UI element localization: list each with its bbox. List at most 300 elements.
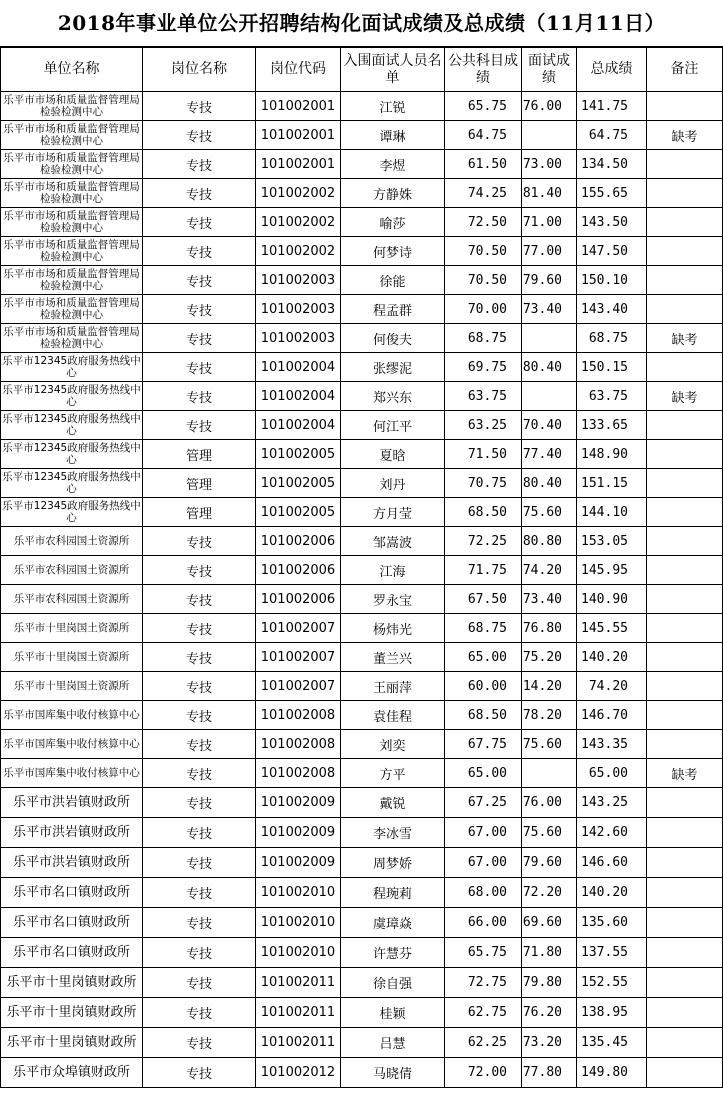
cell-name: 许慧芬	[341, 938, 445, 968]
cell-note	[647, 938, 723, 968]
cell-code: 101002007	[256, 643, 341, 672]
table-row	[1, 759, 723, 788]
cell-interview-score: 79.60	[522, 266, 577, 295]
cell-total: 140.90	[577, 585, 647, 614]
cell-unit: 乐平市市场和质量监督管理局检验检测中心	[1, 208, 143, 237]
cell-code: 101002004	[256, 382, 341, 411]
cell-total: 148.90	[577, 440, 647, 469]
cell-total: 150.10	[577, 266, 647, 295]
cell-public-score: 63.25	[445, 411, 522, 440]
cell-name: 杨炜光	[341, 614, 445, 643]
cell-interview-score: 80.40	[522, 469, 577, 498]
cell-note	[647, 411, 723, 440]
cell-total: 145.55	[577, 614, 647, 643]
cell-public-score: 67.00	[445, 848, 522, 878]
cell-interview-score: 81.40	[522, 179, 577, 208]
cell-total: 146.60	[577, 848, 647, 878]
cell-total: 145.95	[577, 556, 647, 585]
cell-interview-score: 73.00	[522, 150, 577, 179]
cell-code: 101002001	[256, 150, 341, 179]
cell-code: 101002008	[256, 759, 341, 788]
cell-public-score: 68.50	[445, 498, 522, 527]
cell-interview-score	[522, 759, 577, 788]
cell-note	[647, 556, 723, 585]
cell-total: 150.15	[577, 353, 647, 382]
cell-name: 李煜	[341, 150, 445, 179]
cell-unit: 乐平市十里岗镇财政所	[1, 998, 143, 1028]
cell-interview-score: 73.20	[522, 1028, 577, 1058]
cell-total: 153.05	[577, 527, 647, 556]
cell-unit: 乐平市市场和质量监督管理局检验检测中心	[1, 150, 143, 179]
cell-total: 135.45	[577, 1028, 647, 1058]
cell-code: 101002009	[256, 848, 341, 878]
cell-code: 101002002	[256, 237, 341, 266]
table-row	[1, 878, 723, 908]
table-row	[1, 788, 723, 818]
cell-note	[647, 968, 723, 998]
header-code: 岗位代码	[256, 48, 341, 92]
cell-public-score: 67.75	[445, 730, 522, 759]
cell-total: 65.00	[577, 759, 647, 788]
cell-total: 151.15	[577, 469, 647, 498]
cell-code: 101002004	[256, 353, 341, 382]
cell-unit: 乐平市名口镇财政所	[1, 938, 143, 968]
cell-name: 何梦诗	[341, 237, 445, 266]
cell-note	[647, 908, 723, 938]
cell-interview-score: 73.40	[522, 585, 577, 614]
cell-position: 专技	[143, 759, 256, 788]
cell-public-score: 61.50	[445, 150, 522, 179]
cell-unit: 乐平市市场和质量监督管理局检验检测中心	[1, 121, 143, 150]
header-interview-score: 面试成绩	[522, 48, 577, 92]
cell-interview-score: 78.20	[522, 701, 577, 730]
cell-interview-score: 70.40	[522, 411, 577, 440]
cell-unit: 乐平市农科园国土资源所	[1, 556, 143, 585]
cell-code: 101002005	[256, 440, 341, 469]
table-row	[1, 585, 723, 614]
cell-note	[647, 208, 723, 237]
cell-total: 141.75	[577, 92, 647, 121]
cell-position: 专技	[143, 998, 256, 1028]
cell-total: 143.40	[577, 295, 647, 324]
table-row	[1, 121, 723, 150]
cell-position: 专技	[143, 295, 256, 324]
cell-name: 喻莎	[341, 208, 445, 237]
cell-unit: 乐平市十里岗国土资源所	[1, 614, 143, 643]
table-row	[1, 266, 723, 295]
cell-position: 专技	[143, 92, 256, 121]
cell-code: 101002006	[256, 585, 341, 614]
cell-note	[647, 818, 723, 848]
cell-name: 何俊夫	[341, 324, 445, 353]
cell-public-score: 70.00	[445, 295, 522, 324]
cell-code: 101002011	[256, 968, 341, 998]
cell-code: 101002006	[256, 527, 341, 556]
cell-note	[647, 848, 723, 878]
cell-position: 专技	[143, 643, 256, 672]
cell-name: 程孟群	[341, 295, 445, 324]
cell-unit: 乐平市市场和质量监督管理局检验检测中心	[1, 92, 143, 121]
cell-position: 专技	[143, 237, 256, 266]
cell-note	[647, 1028, 723, 1058]
cell-name: 夏晗	[341, 440, 445, 469]
cell-position: 专技	[143, 848, 256, 878]
cell-position: 专技	[143, 556, 256, 585]
cell-unit: 乐平市十里岗镇财政所	[1, 968, 143, 998]
cell-total: 152.55	[577, 968, 647, 998]
cell-note	[647, 878, 723, 908]
cell-note	[647, 498, 723, 527]
cell-note	[647, 998, 723, 1028]
cell-note: 缺考	[647, 382, 723, 411]
cell-code: 101002009	[256, 818, 341, 848]
cell-code: 101002005	[256, 498, 341, 527]
cell-public-score: 63.75	[445, 382, 522, 411]
cell-code: 101002007	[256, 672, 341, 701]
cell-public-score: 72.50	[445, 208, 522, 237]
cell-name: 桂颖	[341, 998, 445, 1028]
cell-note	[647, 179, 723, 208]
cell-total: 68.75	[577, 324, 647, 353]
cell-code: 101002003	[256, 324, 341, 353]
cell-note: 缺考	[647, 759, 723, 788]
cell-total: 144.10	[577, 498, 647, 527]
cell-name: 谭琳	[341, 121, 445, 150]
table-row	[1, 498, 723, 527]
table-row	[1, 818, 723, 848]
cell-public-score: 70.50	[445, 266, 522, 295]
cell-interview-score: 77.40	[522, 440, 577, 469]
cell-total: 135.60	[577, 908, 647, 938]
cell-unit: 乐平市国库集中收付核算中心	[1, 730, 143, 759]
cell-note	[647, 237, 723, 266]
cell-public-score: 71.50	[445, 440, 522, 469]
cell-total: 155.65	[577, 179, 647, 208]
cell-public-score: 68.00	[445, 878, 522, 908]
cell-name: 方静姝	[341, 179, 445, 208]
header-position: 岗位名称	[143, 48, 256, 92]
cell-interview-score: 79.80	[522, 968, 577, 998]
cell-name: 郑兴东	[341, 382, 445, 411]
cell-name: 江海	[341, 556, 445, 585]
cell-note	[647, 527, 723, 556]
cell-code: 101002007	[256, 614, 341, 643]
cell-position: 管理	[143, 440, 256, 469]
cell-position: 专技	[143, 382, 256, 411]
cell-code: 101002003	[256, 295, 341, 324]
table-row	[1, 672, 723, 701]
cell-total: 143.35	[577, 730, 647, 759]
cell-total: 74.20	[577, 672, 647, 701]
table-row	[1, 527, 723, 556]
cell-interview-score: 71.00	[522, 208, 577, 237]
cell-public-score: 72.00	[445, 1058, 522, 1088]
cell-public-score: 60.00	[445, 672, 522, 701]
cell-unit: 乐平市国库集中收付核算中心	[1, 759, 143, 788]
cell-name: 周梦娇	[341, 848, 445, 878]
cell-note	[647, 469, 723, 498]
table-row	[1, 1058, 723, 1088]
cell-note	[647, 266, 723, 295]
table-row	[1, 208, 723, 237]
cell-interview-score: 75.60	[522, 730, 577, 759]
table-row	[1, 730, 723, 759]
cell-code: 101002004	[256, 411, 341, 440]
cell-total: 147.50	[577, 237, 647, 266]
cell-unit: 乐平市市场和质量监督管理局检验检测中心	[1, 295, 143, 324]
cell-name: 马晓倩	[341, 1058, 445, 1088]
cell-total: 149.80	[577, 1058, 647, 1088]
cell-total: 140.20	[577, 878, 647, 908]
cell-unit: 乐平市农科园国土资源所	[1, 585, 143, 614]
cell-unit: 乐平市十里岗国土资源所	[1, 672, 143, 701]
cell-interview-score: 75.60	[522, 818, 577, 848]
cell-name: 戴锐	[341, 788, 445, 818]
cell-unit: 乐平市国库集中收付核算中心	[1, 701, 143, 730]
table-row	[1, 353, 723, 382]
cell-public-score: 68.75	[445, 324, 522, 353]
cell-total: 143.25	[577, 788, 647, 818]
table-row	[1, 469, 723, 498]
cell-unit: 乐平市十里岗镇财政所	[1, 1028, 143, 1058]
cell-position: 管理	[143, 498, 256, 527]
table-row	[1, 382, 723, 411]
table-row	[1, 411, 723, 440]
cell-unit: 乐平市名口镇财政所	[1, 908, 143, 938]
cell-interview-score: 75.60	[522, 498, 577, 527]
cell-code: 101002002	[256, 208, 341, 237]
cell-unit: 乐平市市场和质量监督管理局检验检测中心	[1, 324, 143, 353]
cell-note: 缺考	[647, 121, 723, 150]
cell-position: 专技	[143, 614, 256, 643]
cell-code: 101002006	[256, 556, 341, 585]
cell-position: 专技	[143, 730, 256, 759]
cell-note	[647, 92, 723, 121]
cell-public-score: 67.50	[445, 585, 522, 614]
cell-name: 李冰雪	[341, 818, 445, 848]
cell-position: 专技	[143, 1058, 256, 1088]
cell-interview-score: 72.20	[522, 878, 577, 908]
cell-interview-score: 76.20	[522, 998, 577, 1028]
cell-unit: 乐平市十里岗国土资源所	[1, 643, 143, 672]
cell-public-score: 70.75	[445, 469, 522, 498]
cell-unit: 乐平市市场和质量监督管理局检验检测中心	[1, 266, 143, 295]
cell-name: 董兰兴	[341, 643, 445, 672]
cell-note	[647, 150, 723, 179]
results-table	[0, 47, 723, 1088]
cell-code: 101002011	[256, 1028, 341, 1058]
cell-interview-score: 75.20	[522, 643, 577, 672]
cell-code: 101002001	[256, 121, 341, 150]
cell-public-score: 72.75	[445, 968, 522, 998]
cell-unit: 乐平市名口镇财政所	[1, 878, 143, 908]
table-row	[1, 1028, 723, 1058]
cell-code: 101002010	[256, 878, 341, 908]
cell-name: 方月莹	[341, 498, 445, 527]
cell-total: 64.75	[577, 121, 647, 150]
cell-name: 何江平	[341, 411, 445, 440]
cell-position: 专技	[143, 938, 256, 968]
cell-total: 63.75	[577, 382, 647, 411]
cell-position: 专技	[143, 672, 256, 701]
cell-position: 专技	[143, 968, 256, 998]
cell-note	[647, 614, 723, 643]
cell-position: 专技	[143, 878, 256, 908]
cell-note	[647, 730, 723, 759]
cell-interview-score	[522, 324, 577, 353]
cell-interview-score	[522, 121, 577, 150]
cell-interview-score: 77.80	[522, 1058, 577, 1088]
page-title: 2018年事业单位公开招聘结构化面试成绩及总成绩（11月11日）	[0, 0, 723, 47]
cell-interview-score: 73.40	[522, 295, 577, 324]
cell-public-score: 69.75	[445, 353, 522, 382]
cell-position: 专技	[143, 353, 256, 382]
cell-unit: 乐平市洪岩镇财政所	[1, 788, 143, 818]
cell-code: 101002009	[256, 788, 341, 818]
cell-note	[647, 440, 723, 469]
cell-interview-score: 76.80	[522, 614, 577, 643]
header-name: 入围面试人员名单	[341, 48, 445, 92]
cell-position: 专技	[143, 208, 256, 237]
cell-unit: 乐平市12345政府服务热线中心	[1, 469, 143, 498]
cell-unit: 乐平市洪岩镇财政所	[1, 818, 143, 848]
cell-position: 专技	[143, 324, 256, 353]
cell-total: 138.95	[577, 998, 647, 1028]
cell-interview-score: 76.00	[522, 788, 577, 818]
cell-position: 专技	[143, 701, 256, 730]
cell-name: 虞璋焱	[341, 908, 445, 938]
cell-code: 101002010	[256, 908, 341, 938]
cell-unit: 乐平市农科园国土资源所	[1, 527, 143, 556]
cell-position: 专技	[143, 266, 256, 295]
cell-code: 101002005	[256, 469, 341, 498]
cell-total: 143.50	[577, 208, 647, 237]
cell-note	[647, 353, 723, 382]
cell-public-score: 67.00	[445, 818, 522, 848]
cell-name: 邹嵩波	[341, 527, 445, 556]
cell-code: 101002012	[256, 1058, 341, 1088]
cell-code: 101002011	[256, 998, 341, 1028]
cell-position: 专技	[143, 1028, 256, 1058]
table-row	[1, 938, 723, 968]
cell-total: 137.55	[577, 938, 647, 968]
table-row	[1, 237, 723, 266]
cell-name: 刘丹	[341, 469, 445, 498]
cell-code: 101002001	[256, 92, 341, 121]
table-row	[1, 848, 723, 878]
cell-code: 101002010	[256, 938, 341, 968]
cell-public-score: 66.00	[445, 908, 522, 938]
header-public-score: 公共科目成绩	[445, 48, 522, 92]
cell-interview-score: 74.20	[522, 556, 577, 585]
cell-unit: 乐平市众埠镇财政所	[1, 1058, 143, 1088]
cell-code: 101002008	[256, 701, 341, 730]
cell-position: 专技	[143, 908, 256, 938]
cell-position: 专技	[143, 121, 256, 150]
cell-public-score: 70.50	[445, 237, 522, 266]
table-row	[1, 701, 723, 730]
cell-position: 专技	[143, 179, 256, 208]
table-row	[1, 643, 723, 672]
cell-position: 专技	[143, 411, 256, 440]
cell-name: 袁佳程	[341, 701, 445, 730]
cell-name: 徐能	[341, 266, 445, 295]
cell-unit: 乐平市12345政府服务热线中心	[1, 353, 143, 382]
header-row	[1, 48, 723, 92]
cell-public-score: 65.00	[445, 759, 522, 788]
cell-public-score: 64.75	[445, 121, 522, 150]
cell-name: 吕慧	[341, 1028, 445, 1058]
cell-position: 管理	[143, 469, 256, 498]
cell-name: 罗永宝	[341, 585, 445, 614]
cell-interview-score	[522, 382, 577, 411]
table-row	[1, 295, 723, 324]
cell-note: 缺考	[647, 324, 723, 353]
header-total: 总成绩	[577, 48, 647, 92]
cell-public-score: 65.75	[445, 938, 522, 968]
cell-note	[647, 643, 723, 672]
cell-code: 101002003	[256, 266, 341, 295]
cell-interview-score: 76.00	[522, 92, 577, 121]
cell-note	[647, 701, 723, 730]
cell-name: 王丽萍	[341, 672, 445, 701]
cell-position: 专技	[143, 818, 256, 848]
cell-interview-score: 14.20	[522, 672, 577, 701]
cell-public-score: 71.75	[445, 556, 522, 585]
cell-note	[647, 1058, 723, 1088]
cell-unit: 乐平市12345政府服务热线中心	[1, 382, 143, 411]
cell-public-score: 67.25	[445, 788, 522, 818]
header-unit: 单位名称	[1, 48, 143, 92]
cell-interview-score: 80.40	[522, 353, 577, 382]
cell-unit: 乐平市市场和质量监督管理局检验检测中心	[1, 179, 143, 208]
cell-name: 张缪泥	[341, 353, 445, 382]
table-row	[1, 998, 723, 1028]
table-row	[1, 179, 723, 208]
cell-interview-score: 79.60	[522, 848, 577, 878]
cell-position: 专技	[143, 788, 256, 818]
cell-unit: 乐平市市场和质量监督管理局检验检测中心	[1, 237, 143, 266]
cell-total: 134.50	[577, 150, 647, 179]
cell-note	[647, 672, 723, 701]
cell-unit: 乐平市洪岩镇财政所	[1, 848, 143, 878]
cell-unit: 乐平市12345政府服务热线中心	[1, 498, 143, 527]
cell-public-score: 65.00	[445, 643, 522, 672]
cell-interview-score: 71.80	[522, 938, 577, 968]
cell-public-score: 65.75	[445, 92, 522, 121]
table-row	[1, 614, 723, 643]
cell-total: 133.65	[577, 411, 647, 440]
cell-position: 专技	[143, 585, 256, 614]
cell-public-score: 62.75	[445, 998, 522, 1028]
cell-public-score: 72.25	[445, 527, 522, 556]
cell-position: 专技	[143, 150, 256, 179]
cell-total: 146.70	[577, 701, 647, 730]
table-row	[1, 556, 723, 585]
cell-total: 142.60	[577, 818, 647, 848]
cell-public-score: 68.75	[445, 614, 522, 643]
cell-public-score: 62.25	[445, 1028, 522, 1058]
cell-name: 徐自强	[341, 968, 445, 998]
cell-total: 140.20	[577, 643, 647, 672]
cell-note	[647, 788, 723, 818]
table-row	[1, 92, 723, 121]
cell-interview-score: 77.00	[522, 237, 577, 266]
cell-unit: 乐平市12345政府服务热线中心	[1, 440, 143, 469]
table-row	[1, 150, 723, 179]
cell-note	[647, 295, 723, 324]
cell-name: 刘奕	[341, 730, 445, 759]
